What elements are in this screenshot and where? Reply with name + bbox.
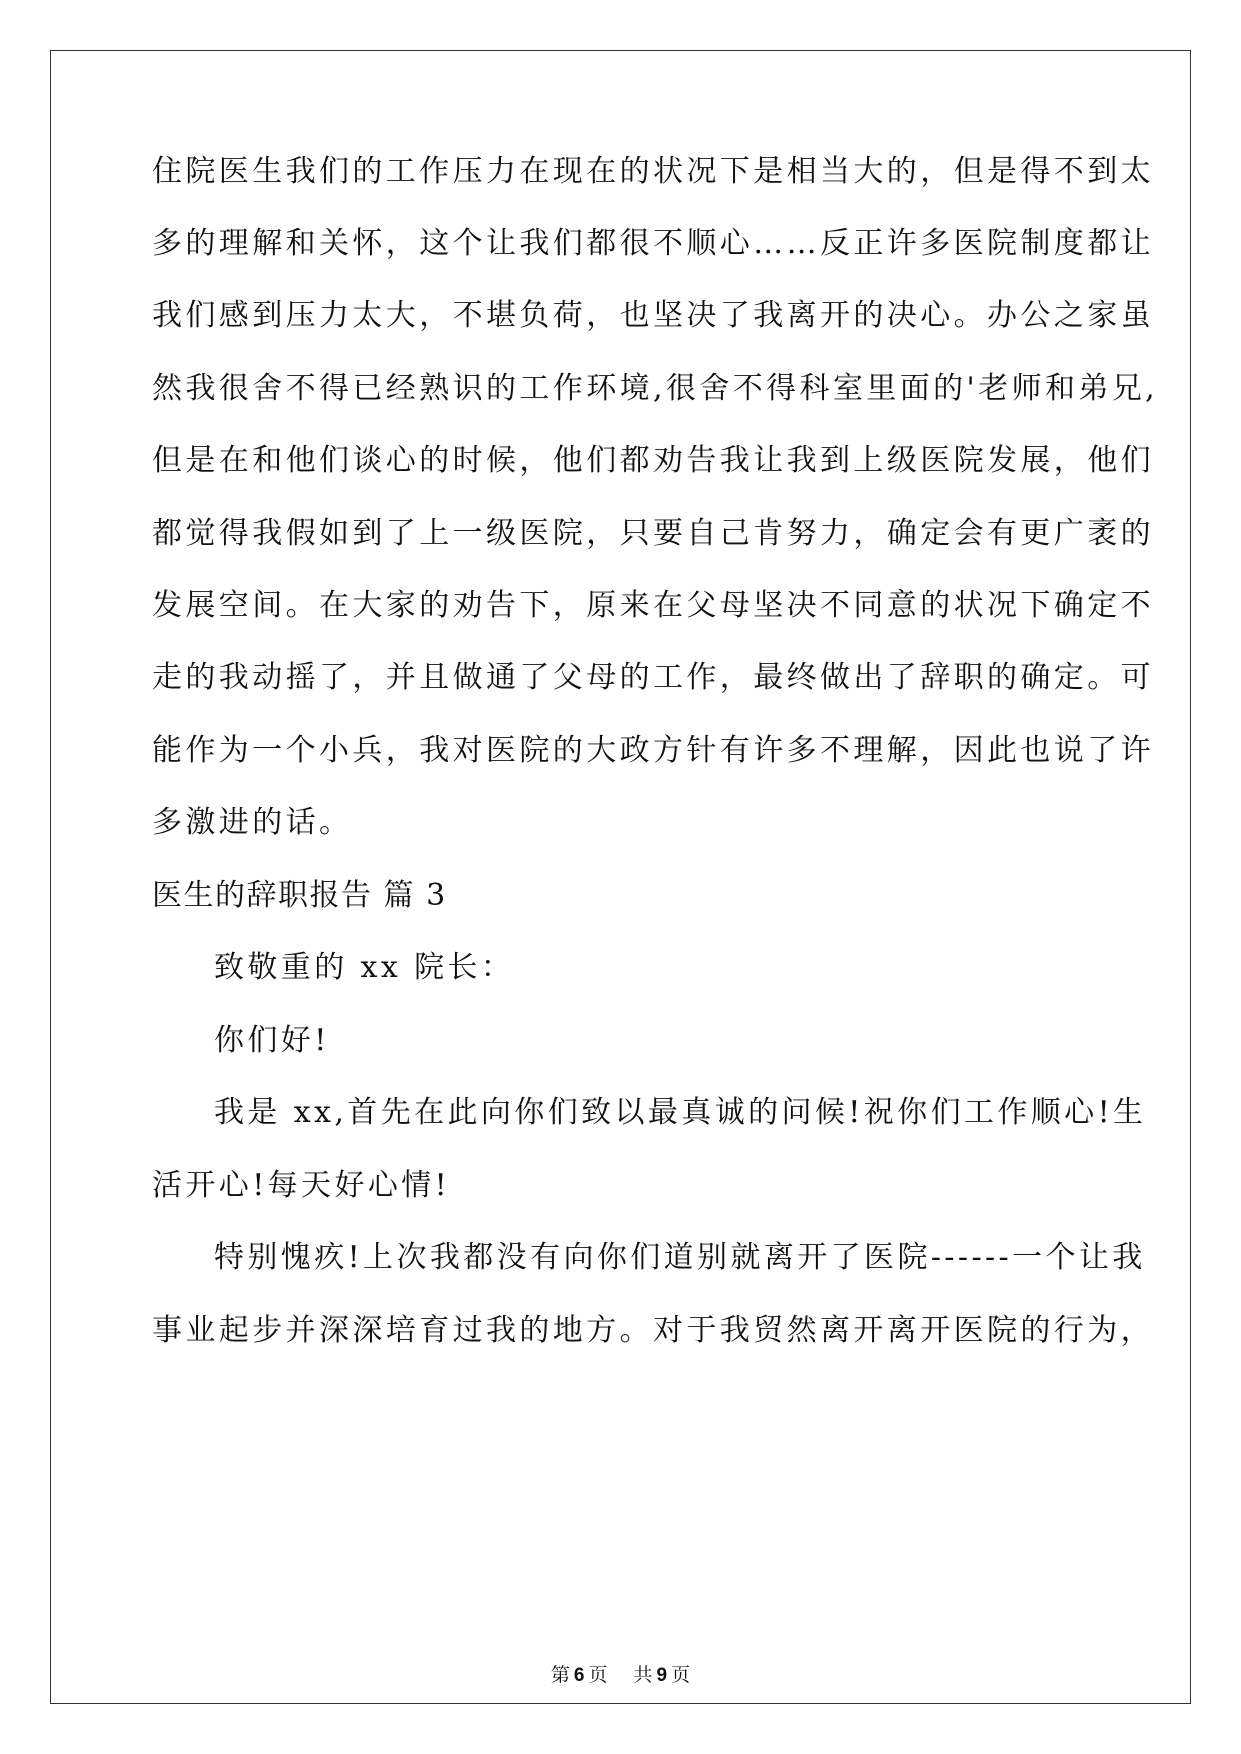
total-prefix: 共 [633,1664,653,1686]
paragraph-1-line-5: 但是在和他们谈心的时候，他们都劝告我让我到上级医院发展，他们 [152,443,1154,478]
section-heading: 医生的辞职报告 篇 3 [152,878,447,913]
total-pages: 9 [656,1665,668,1686]
paragraph-1-line-7: 发展空间。在大家的劝告下，原来在父母坚决不同意的状况下确定不 [152,588,1154,623]
paragraph-1-line-9: 能作为一个小兵，我对医院的大政方针有许多不理解，因此也说了许 [152,733,1154,768]
page-total [632,1664,693,1686]
salutation: 致敬重的 xx 院长： [214,950,515,985]
paragraph-1-line-3: 我们感到压力太大，不堪负荷，也坚决了我离开的决心。办公之家虽 [152,298,1154,333]
paragraph-3-line-2: 事业起步并深深培育过我的地方。对于我贸然离开离开医院的行为， [152,1313,1154,1348]
paragraph-1-line-2: 多的理解和关怀，这个让我们都很不顺心……反正许多医院制度都让 [152,226,1154,261]
page-suffix: 页 [588,1664,608,1686]
paragraph-2-line-2: 活开心!每天好心情! [152,1168,451,1203]
total-suffix: 页 [671,1664,691,1686]
paragraph-1-line-8: 走的我动摇了，并且做通了父母的工作，最终做出了辞职的确定。可 [152,660,1154,695]
greeting: 你们好! [214,1023,330,1058]
page-prefix: 第 [550,1664,570,1686]
paragraph-1-line-4: 然我很舍不得已经熟识的工作环境,很舍不得科室里面的'老师和弟兄, [152,371,1159,406]
paragraph-1-line-1: 住院医生我们的工作压力在现在的状况下是相当大的，但是得不到太 [152,154,1154,189]
paragraph-1-line-6: 都觉得我假如到了上一级医院，只要自己肯努力，确定会有更广袤的 [152,516,1154,551]
paragraph-1-line-10: 多激进的话。 [152,805,353,840]
paragraph-2-line-1: 我是 xx,首先在此向你们致以最真诚的问候!祝你们工作顺心!生 [214,1095,1147,1130]
page-footer [0,1663,1241,1688]
page-number [549,1664,610,1686]
current-page: 6 [573,1665,585,1686]
paragraph-3-line-1: 特别愧疚!上次我都没有向你们道别就离开了医院------一个让我 [214,1240,1146,1275]
